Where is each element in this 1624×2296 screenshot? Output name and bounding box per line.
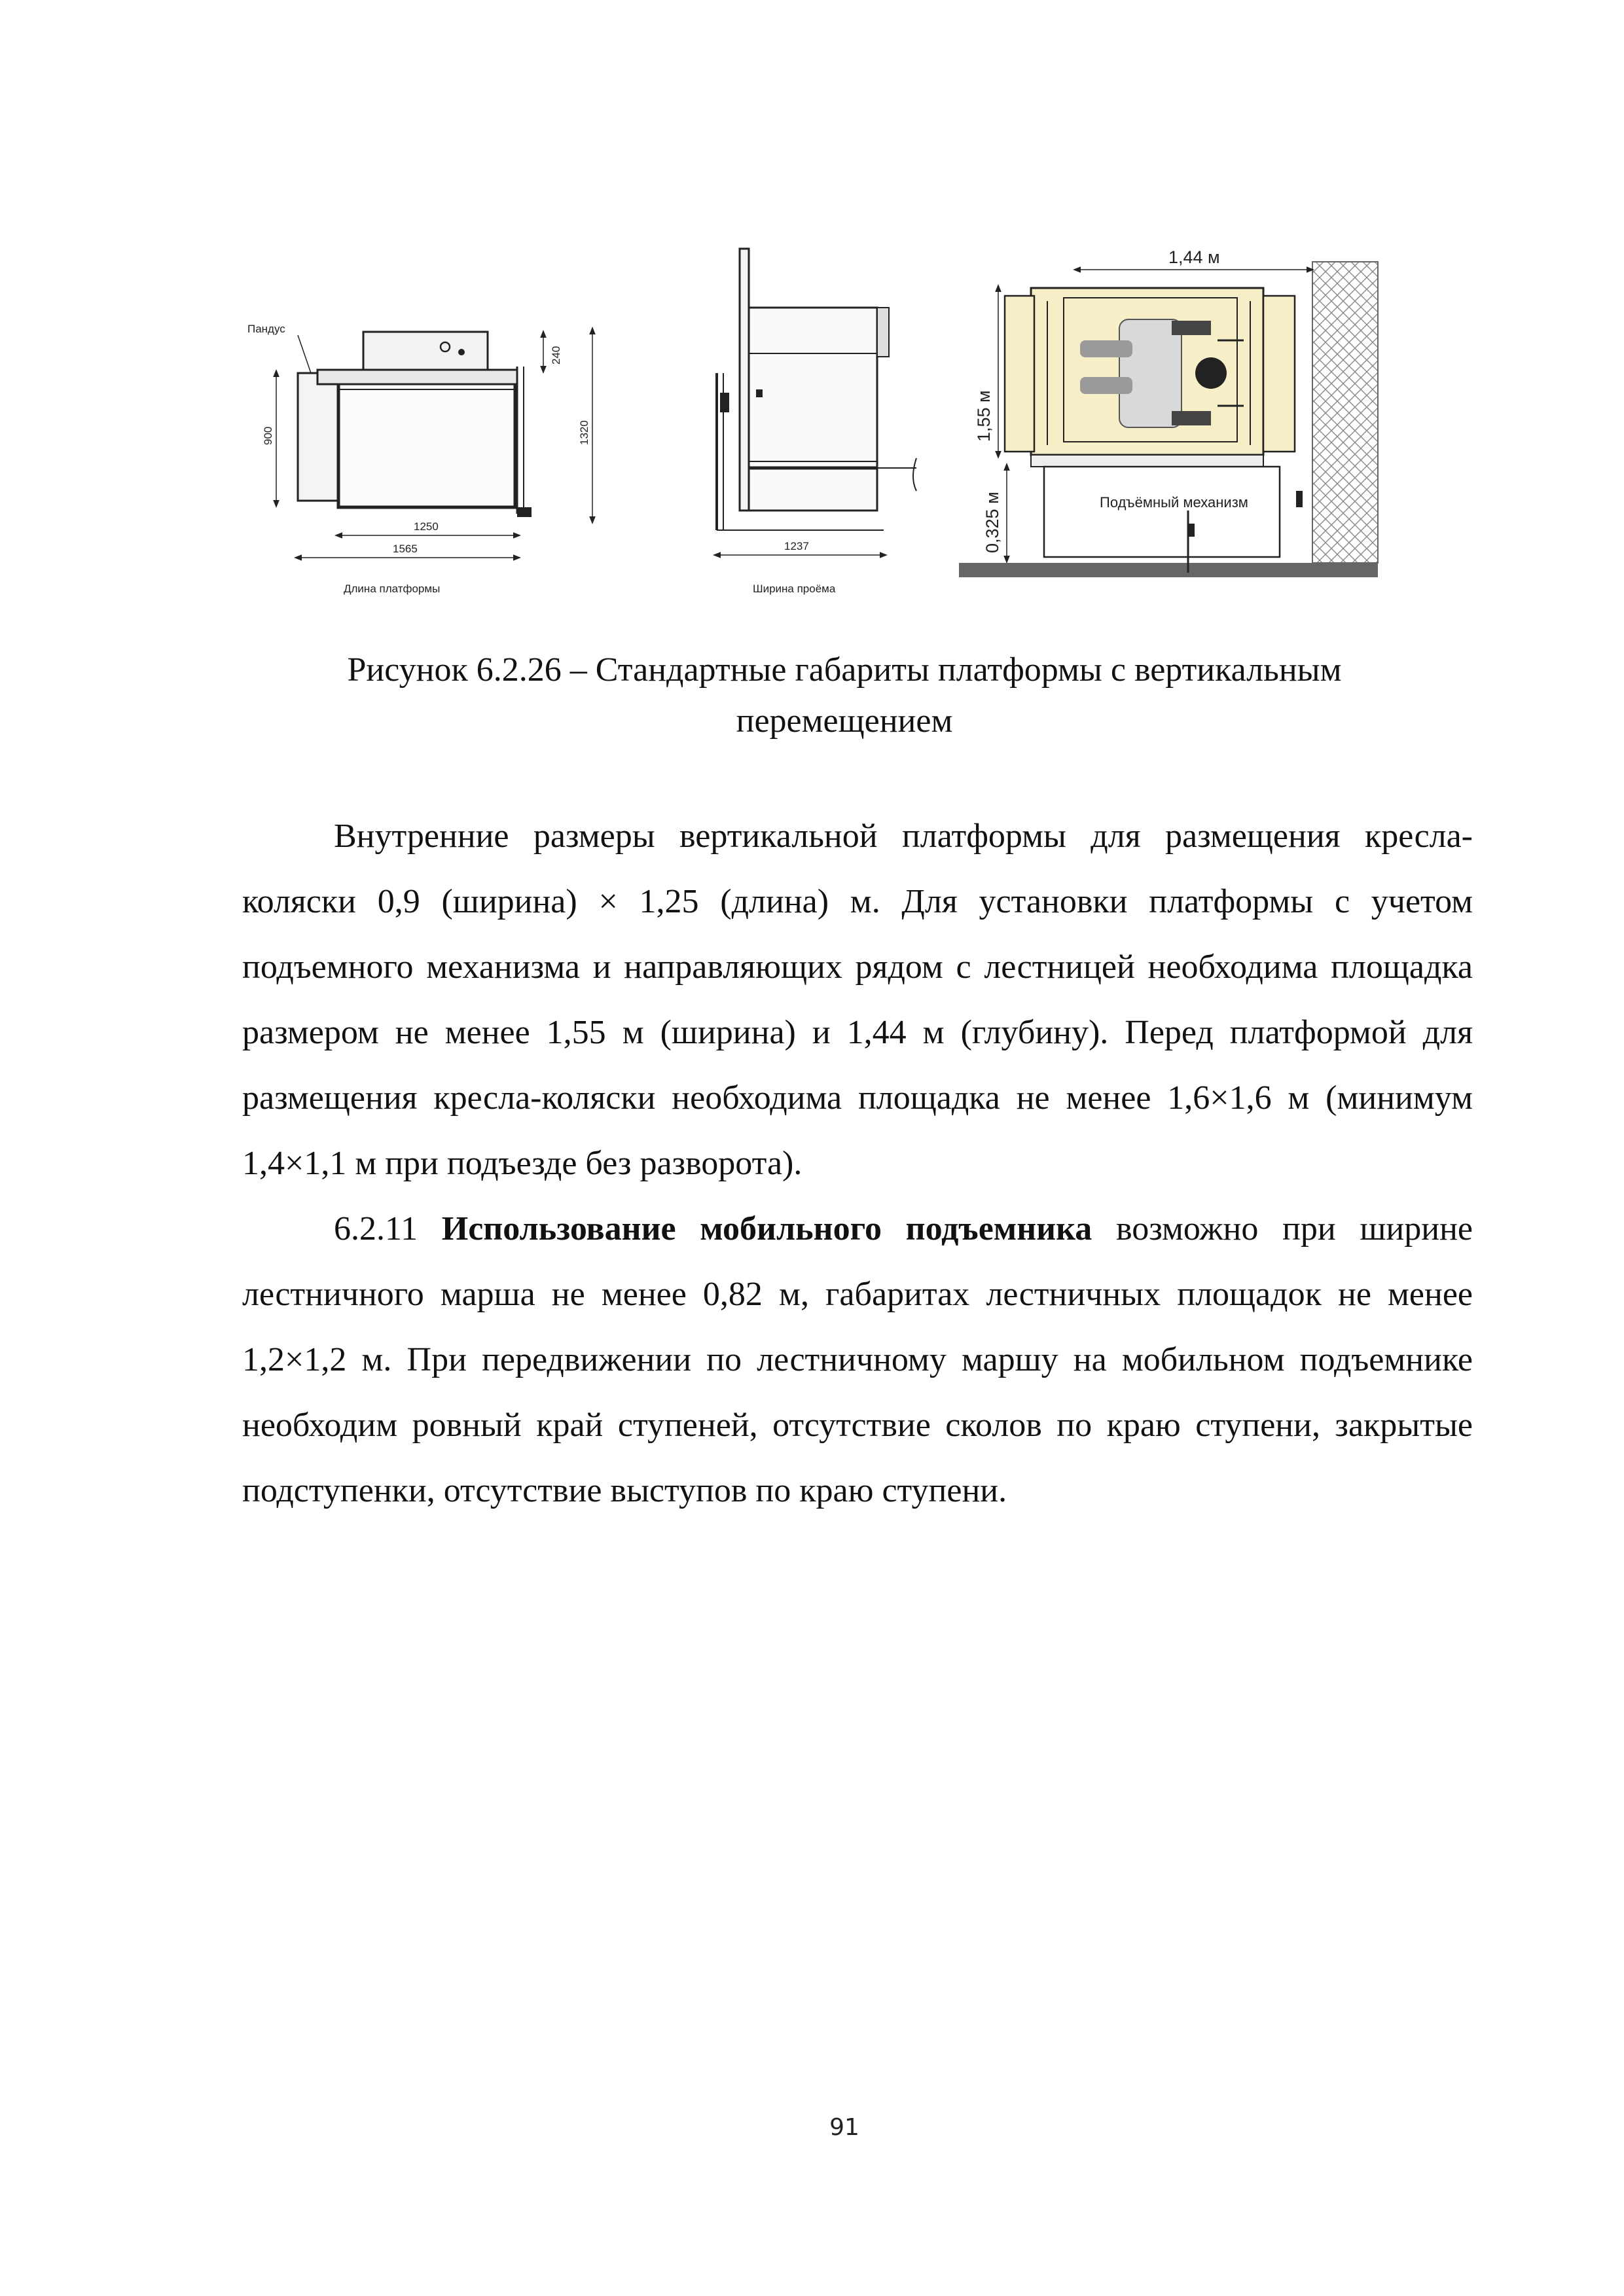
section-heading: Использование мобильного подъемника	[441, 1210, 1092, 1247]
page-number: 91	[829, 2114, 859, 2141]
figure-drawing	[236, 242, 1401, 609]
panel-platform-length	[247, 323, 592, 595]
panel2-caption: Ширина проёма	[753, 583, 836, 595]
paragraph-2	[242, 1196, 1473, 1524]
lift-mechanism-box	[1044, 467, 1280, 557]
paragraph-1: Внутренние размеры вертикальной платформы для размещения кресла-коляски 0,9 (ширина) × 1,25 (длина) м. Для установки платформы с учетом подъемного механизма и направляющих рядом с лестницей необходима площадка размером не менее 1,55 м (ширина) и 1,44 м (глубину). Перед платформой для размещения кресла-коляски необходима площадка не менее 1,6×1,6 м (минимум 1,4×1,1 м при подъезде без разворота).	[242, 817, 1473, 1182]
dim-1565-label: 1565	[393, 543, 418, 555]
dim-1320-label: 1320	[578, 420, 590, 445]
section-number: 6.2.11	[334, 1210, 442, 1247]
panel-opening-width	[717, 249, 916, 595]
floor-slab	[959, 563, 1378, 577]
dim-240-label: 240	[550, 346, 562, 365]
wall-hatch	[1312, 262, 1378, 563]
dim-pit-label: 0,325 м	[983, 492, 1002, 553]
figure-platform-dimensions	[236, 242, 1401, 609]
head-icon	[1195, 357, 1227, 389]
caption-line-2: перемещением	[736, 702, 953, 740]
figure-caption	[236, 645, 1453, 747]
ramp-shape	[298, 373, 338, 501]
caption-line-1: Рисунок 6.2.26 – Стандартные габариты платформы с вертикальным	[347, 651, 1342, 689]
dim-900-label: 900	[262, 426, 274, 445]
platform-front	[749, 308, 877, 511]
ramp-label: Пандус	[247, 323, 285, 335]
platform-body	[338, 383, 515, 507]
panel1-caption: Длина платформы	[344, 583, 441, 595]
dim-1237-label: 1237	[784, 540, 809, 552]
dim-depth-label: 1,55 м	[974, 390, 994, 442]
paragraph-2-text: возможно при ширине лестничного марша не менее 0,82 м, габаритах лестничных площадок не менее 1,2×1,2 м. При передвижении по лестничному маршу на мобильном подъемнике необходим ровный край ступеней, отсутствие сколов по краю ступени, закрытые подступенки, отсутствие выступов по краю ступени.	[242, 1210, 1473, 1509]
guide-rail	[740, 249, 749, 511]
body-text	[242, 804, 1473, 1524]
panel-top-view	[959, 247, 1378, 577]
dim-1250-label: 1250	[414, 520, 439, 533]
dim-width-label: 1,44 м	[1168, 247, 1220, 267]
lift-mechanism-label: Подъёмный механизм	[1100, 494, 1248, 511]
